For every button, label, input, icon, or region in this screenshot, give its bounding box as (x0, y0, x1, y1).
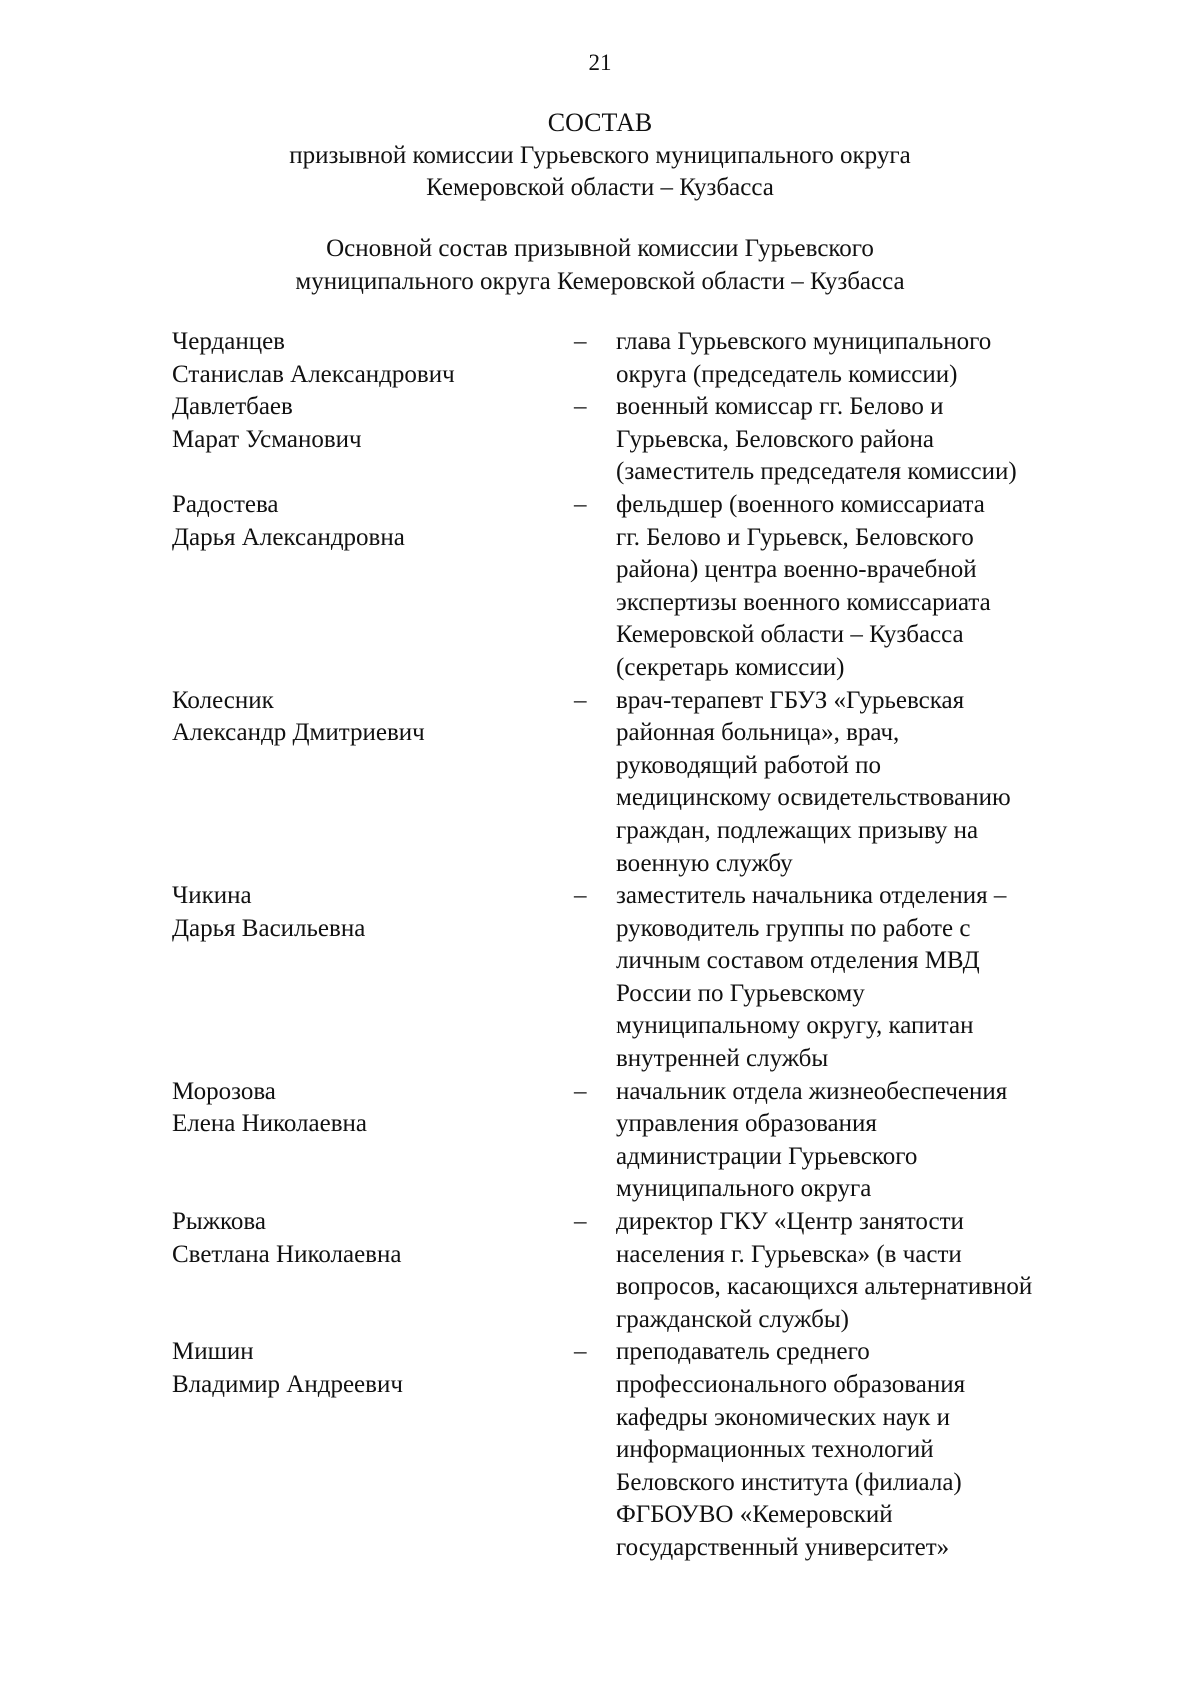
member-role (616, 880, 1176, 1076)
member-entry (0, 391, 1200, 489)
member-dash: – (574, 1338, 587, 1366)
member-name (172, 391, 552, 456)
member-dash: – (574, 1208, 587, 1236)
member-role (616, 685, 1176, 881)
member-surname: Давлетбаев (172, 393, 293, 421)
member-role-line: внутренней службы (616, 1045, 829, 1073)
member-role-line: заместитель начальника отделения – (616, 882, 1007, 910)
member-role-line: экспертизы военного комиссариата (616, 588, 991, 616)
member-role-line: глава Гурьевского муниципального (616, 328, 992, 355)
member-name (172, 489, 552, 554)
document-title (0, 107, 1200, 205)
member-role (616, 1076, 1176, 1206)
member-role-line: муниципального округа (616, 1175, 872, 1203)
section-heading-line-1: Основной состав призывной комиссии Гурьевского (326, 235, 874, 262)
member-role-line: (заместитель председателя комиссии) (616, 458, 1017, 486)
section-heading-line-2: муниципального округа Кемеровской области – Кузбасса (295, 267, 905, 295)
member-role-line: Гурьевска, Беловского района (616, 425, 935, 453)
member-name (172, 1336, 552, 1401)
member-role-line: (секретарь комиссии) (616, 653, 845, 681)
member-role-line: личным составом отделения МВД (616, 947, 980, 975)
member-dash: – (574, 882, 587, 910)
member-entry (0, 1076, 1200, 1206)
member-entry (0, 326, 1200, 391)
member-role-line: управления образования (616, 1110, 877, 1138)
member-entry (0, 685, 1200, 881)
title-line-1: призывной комиссии Гурьевского муниципального округа (289, 141, 911, 169)
member-role-line: района) центра военно-врачебной (616, 556, 977, 584)
title-main: СОСТАВ (547, 108, 653, 137)
member-name (172, 326, 552, 391)
member-surname: Рыжкова (172, 1208, 266, 1236)
member-role (616, 326, 1176, 391)
member-role-line: фельдшер (военного комиссариата (616, 490, 985, 518)
member-role-line: вопросов, касающихся альтернативной (616, 1273, 1033, 1301)
member-surname: Морозова (172, 1077, 276, 1105)
member-surname: Мишин (172, 1338, 254, 1366)
member-role-line: округа (председатель комиссии) (616, 360, 958, 388)
member-role-line: граждан, подлежащих призыву на (616, 816, 979, 844)
member-role-line: гг. Белово и Гурьевск, Беловского (616, 523, 974, 551)
member-role-line: военный комиссар гг. Белово и (616, 393, 944, 421)
member-given-names: Марат Усманович (172, 425, 362, 453)
member-role-line: преподаватель среднего (616, 1338, 870, 1366)
member-role-line: начальник отдела жизнеобеспечения (616, 1077, 1008, 1105)
member-role-line: гражданской службы) (616, 1305, 849, 1333)
member-name (172, 880, 552, 945)
member-role-line: кафедры экономических наук и (616, 1403, 950, 1431)
page-number: 21 (588, 50, 612, 75)
title-line-2: Кемеровской области – Кузбасса (426, 174, 774, 202)
member-name (172, 685, 552, 750)
member-role (616, 1336, 1176, 1564)
member-role-line: районная больница», врач, (616, 719, 900, 747)
member-role-line: государственный университет» (616, 1533, 950, 1561)
member-surname: Радостева (172, 490, 279, 518)
member-role-line: населения г. Гурьевска» (в части (616, 1240, 962, 1268)
member-role (616, 1206, 1176, 1336)
member-role-line: медицинскому освидетельствованию (616, 784, 1011, 812)
member-given-names: Дарья Васильевна (172, 914, 366, 942)
member-role-line: директор ГКУ «Центр занятости (616, 1208, 964, 1236)
member-dash: – (574, 490, 587, 518)
member-dash: – (574, 393, 587, 421)
member-role-line: информационных технологий (616, 1436, 934, 1464)
member-role-line: руководитель группы по работе с (616, 914, 971, 942)
member-given-names: Светлана Николаевна (172, 1240, 402, 1268)
member-role-line: Кемеровской области – Кузбасса (616, 621, 964, 649)
member-surname: Колесник (172, 686, 274, 714)
member-surname: Чикина (172, 882, 252, 910)
member-role-line: военную службу (616, 849, 793, 877)
member-given-names: Александр Дмитриевич (172, 719, 425, 747)
member-entry (0, 880, 1200, 1076)
member-role (616, 391, 1176, 489)
member-role-line: профессионального образования (616, 1371, 966, 1398)
member-dash: – (574, 328, 587, 355)
member-dash: – (574, 1077, 587, 1105)
member-given-names: Дарья Александровна (172, 523, 405, 551)
member-role-line: врач-терапевт ГБУЗ «Гурьевская (616, 686, 965, 714)
member-role-line: администрации Гурьевского (616, 1142, 918, 1170)
members-list (0, 326, 1200, 1565)
member-role-line: России по Гурьевскому (616, 979, 865, 1007)
member-surname: Черданцев (172, 328, 285, 355)
member-entry (0, 489, 1200, 685)
member-given-names: Владимир Андреевич (172, 1371, 403, 1398)
member-entry (0, 1206, 1200, 1336)
member-role-line: муниципальному округу, капитан (616, 1012, 974, 1040)
section-heading (0, 233, 1200, 298)
member-dash: – (574, 686, 587, 714)
member-name (172, 1206, 552, 1271)
member-role (616, 489, 1176, 685)
member-role-line: Беловского института (филиала) (616, 1468, 962, 1496)
member-role-line: ФГБОУВО «Кемеровский (616, 1501, 893, 1529)
member-entry (0, 1336, 1200, 1564)
member-name (172, 1076, 552, 1141)
member-given-names: Елена Николаевна (172, 1110, 367, 1138)
member-given-names: Станислав Александрович (172, 360, 455, 388)
member-role-line: руководящий работой по (616, 751, 882, 779)
